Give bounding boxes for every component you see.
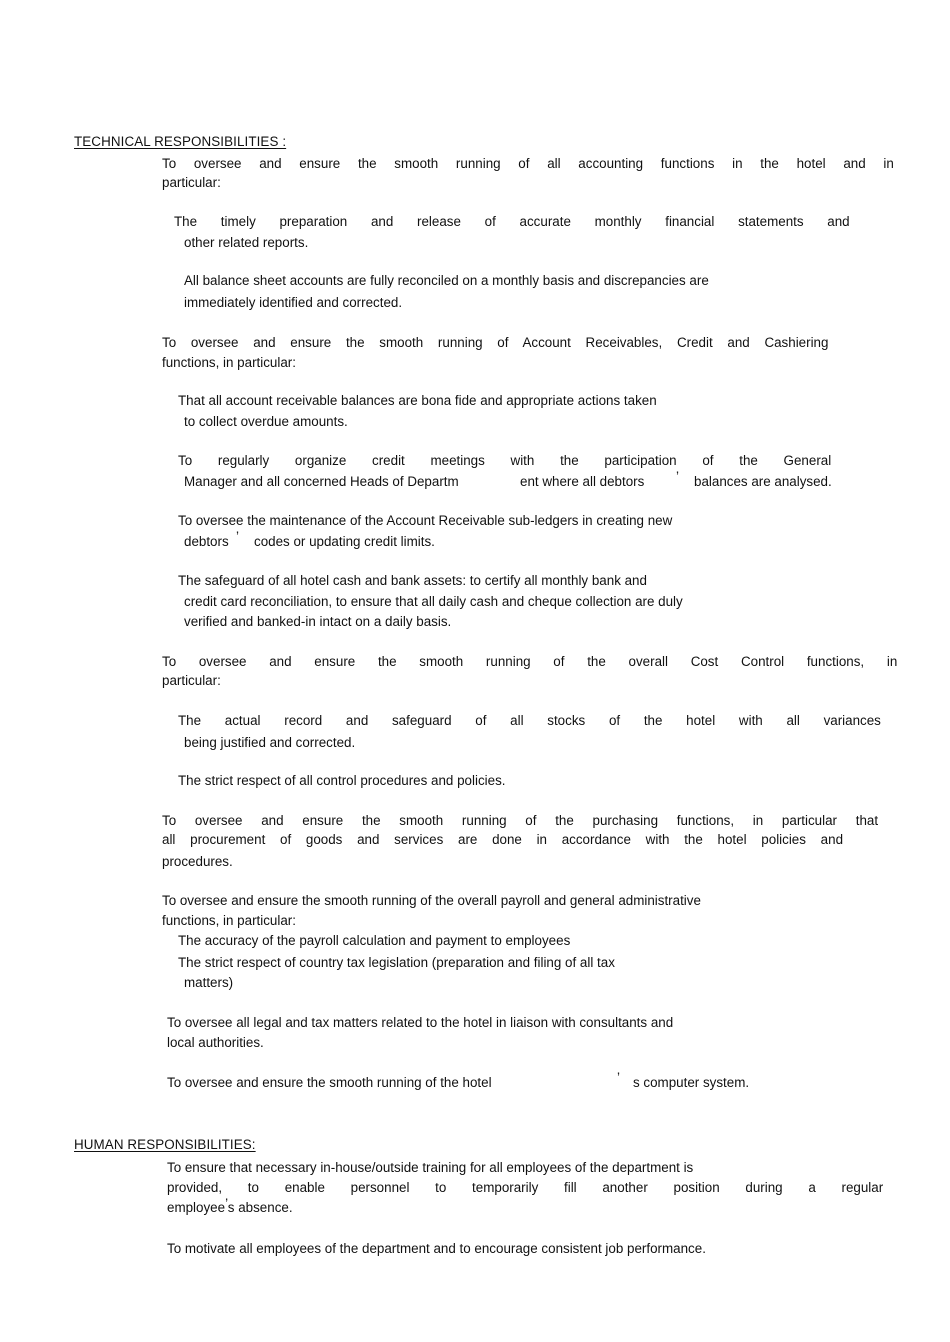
tech-p7 xyxy=(167,1070,750,1091)
tech-p2-item3-line2-apostrophe: ’ xyxy=(236,529,239,544)
tech-p2-item1-line2: to collect overdue amounts. xyxy=(184,414,348,429)
human-p1-line2-text: provided, to enable personnel to temporarily fill another position during a regular xyxy=(167,1180,884,1195)
tech-p2-item2-line1 xyxy=(178,452,884,469)
tech-p7-part1: To oversee and ensure the smooth running of the hotel xyxy=(167,1075,492,1090)
technical-heading: TECHNICAL RESPONSIBILITIES : xyxy=(74,134,287,149)
tech-p3-item1-line1 xyxy=(178,712,881,729)
human-heading: HUMAN RESPONSIBILITIES: xyxy=(74,1137,256,1152)
tech-p2-item3-line2 xyxy=(184,529,435,550)
tech-p6-line2: local authorities. xyxy=(167,1035,264,1050)
tech-p3-line1-text: To oversee and ensure the smooth running of the overall Cost Control functions, in xyxy=(162,654,898,669)
tech-p2-item1-line1: That all account receivable balances are bona fide and appropriate actions taken xyxy=(178,393,657,408)
human-p1-line3-part2: s absence. xyxy=(227,1200,293,1215)
tech-p7-apostrophe: ’ xyxy=(617,1070,620,1085)
tech-p4-line1-text: To oversee and ensure the smooth running of the purchasing functions, in particular that xyxy=(162,813,879,828)
tech-p1-line2: particular: xyxy=(162,175,221,190)
tech-p2-item3-line1: To oversee the maintenance of the Account Receivable sub-ledgers in creating new xyxy=(178,513,673,528)
tech-p1-item1-line2: other related reports. xyxy=(184,235,309,250)
tech-p5-item2-line1: The strict respect of country tax legislation (preparation and filing of all tax xyxy=(178,955,615,970)
tech-p1-line1-text: To oversee and ensure the smooth running of all accounting functions in the hotel and in xyxy=(162,156,894,171)
tech-p4-line1 xyxy=(162,812,882,829)
tech-p5-line1: To oversee and ensure the smooth running of the overall payroll and general administrative xyxy=(162,893,701,908)
tech-p2-item4-line2: credit card reconciliation, to ensure that all daily cash and cheque collection are duly xyxy=(184,594,683,609)
tech-p3-item1-line2: being justified and corrected. xyxy=(184,735,356,750)
tech-p1-item2-line1: All balance sheet accounts are fully reconciled on a monthly basis and discrepancies are xyxy=(184,273,709,288)
tech-p3-line1 xyxy=(162,653,898,670)
tech-p7-part2: s computer system. xyxy=(633,1075,750,1090)
human-p2: To motivate all employees of the department and to encourage consistent job performance. xyxy=(167,1241,706,1256)
tech-p4-line2-text: all procurement of goods and services are done in accordance with the hotel policies and xyxy=(162,832,844,847)
tech-p2-item2-line2-part1: Manager and all concerned Heads of Departm xyxy=(184,474,459,489)
tech-p2-item2-line2-part3: balances are analysed. xyxy=(694,474,832,489)
human-p1-line3 xyxy=(167,1196,293,1216)
tech-p2-item4-line3: verified and banked-in intact on a daily basis. xyxy=(184,614,452,629)
human-p1-line2 xyxy=(167,1179,884,1196)
tech-p4-line3: procedures. xyxy=(162,854,233,869)
tech-p2-line1-text: To oversee and ensure the smooth running of Account Receivables, Credit and Cashiering xyxy=(162,335,829,350)
tech-p5-item2-line2: matters) xyxy=(184,975,234,990)
tech-p2-item4-line1: The safeguard of all hotel cash and bank assets: to certify all monthly bank and xyxy=(178,573,647,588)
tech-p2-item2-line2-part2: ent where all debtors xyxy=(520,474,645,489)
tech-p1-line1 xyxy=(162,155,894,172)
tech-p5-item1: The accuracy of the payroll calculation and payment to employees xyxy=(178,933,571,948)
tech-p1-item1-line1 xyxy=(174,213,890,230)
tech-p3-item2: The strict respect of all control procedures and policies. xyxy=(178,773,506,788)
tech-p1-item1-line1-text: The timely preparation and release of accurate monthly financial statements and xyxy=(174,214,850,229)
tech-p2-item2-line2-apostrophe: ’ xyxy=(676,469,679,484)
tech-p3-item1-line1-text: The actual record and safeguard of all stocks of the hotel with all variances xyxy=(178,713,881,728)
human-p1-line3-part1: employee xyxy=(167,1200,226,1215)
tech-p6-line1: To oversee all legal and tax matters related to the hotel in liaison with consultants and xyxy=(167,1015,674,1030)
tech-p2-item2-line1-text: To regularly organize credit meetings with the participation of the General xyxy=(178,453,832,468)
tech-p4-line2 xyxy=(162,831,866,848)
tech-p1-item2-line2: immediately identified and corrected. xyxy=(184,295,403,310)
tech-p2-item3-line2-part2: codes or updating credit limits. xyxy=(254,534,435,549)
tech-p2-line1 xyxy=(162,334,878,351)
tech-p3-line2: particular: xyxy=(162,673,221,688)
tech-p2-line2: functions, in particular: xyxy=(162,355,296,370)
human-p1-line1: To ensure that necessary in-house/outside training for all employees of the department is xyxy=(167,1160,694,1175)
tech-p5-line2: functions, in particular: xyxy=(162,913,296,928)
tech-p2-item2-line2 xyxy=(184,469,832,490)
human-p1-line3-apostrophe: ’ xyxy=(225,1196,228,1211)
tech-p2-item3-line2-part1: debtors xyxy=(184,534,229,549)
